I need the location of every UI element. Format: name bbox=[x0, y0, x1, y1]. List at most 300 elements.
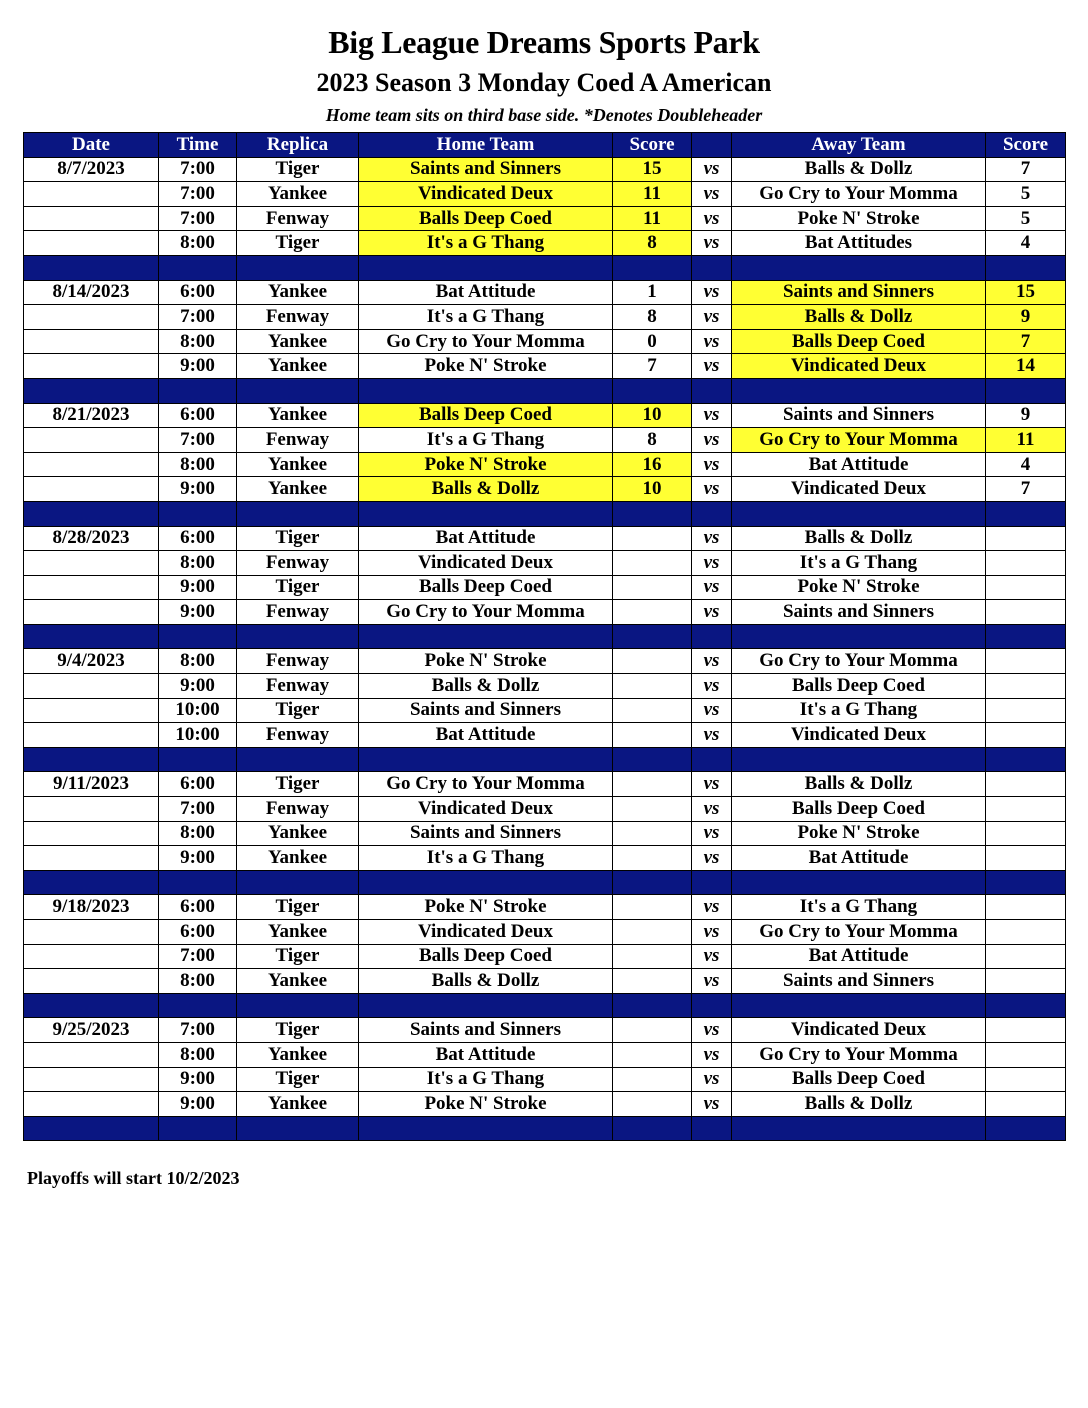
vs-cell: vs bbox=[692, 1067, 732, 1092]
time-cell: 9:00 bbox=[159, 354, 237, 379]
replica-cell: Yankee bbox=[237, 920, 359, 945]
date-cell bbox=[24, 305, 159, 330]
home-score-cell bbox=[613, 1092, 692, 1117]
date-cell bbox=[24, 846, 159, 871]
date-cell bbox=[24, 797, 159, 822]
date-cell bbox=[24, 1067, 159, 1092]
col-header-time: Time bbox=[159, 133, 237, 158]
away-score-cell bbox=[986, 1092, 1066, 1117]
separator-cell bbox=[986, 870, 1066, 895]
away-score-cell: 15 bbox=[986, 280, 1066, 305]
page-subtitle: 2023 Season 3 Monday Coed A American bbox=[316, 68, 772, 97]
replica-cell: Tiger bbox=[237, 575, 359, 600]
home-team-cell: Poke N' Stroke bbox=[359, 452, 613, 477]
date-cell bbox=[24, 674, 159, 699]
separator-cell bbox=[237, 747, 359, 772]
away-team-cell: Bat Attitude bbox=[732, 452, 986, 477]
table-row bbox=[24, 231, 1066, 256]
date-cell bbox=[24, 551, 159, 576]
separator-cell bbox=[24, 624, 159, 649]
replica-cell: Tiger bbox=[237, 231, 359, 256]
home-score-cell: 15 bbox=[613, 157, 692, 182]
separator-cell bbox=[986, 747, 1066, 772]
replica-cell: Fenway bbox=[237, 600, 359, 625]
home-score-cell: 7 bbox=[613, 354, 692, 379]
home-score-cell: 10 bbox=[613, 477, 692, 502]
home-score-cell bbox=[613, 846, 692, 871]
vs-cell: vs bbox=[692, 1042, 732, 1067]
replica-cell: Yankee bbox=[237, 329, 359, 354]
col-header-vs bbox=[692, 133, 732, 158]
home-score-cell: 11 bbox=[613, 182, 692, 207]
home-score-cell bbox=[613, 772, 692, 797]
time-cell: 9:00 bbox=[159, 674, 237, 699]
replica-cell: Tiger bbox=[237, 698, 359, 723]
away-score-cell bbox=[986, 600, 1066, 625]
away-team-cell: Balls & Dollz bbox=[732, 157, 986, 182]
col-header-home-team: Home Team bbox=[359, 133, 613, 158]
separator-cell bbox=[24, 870, 159, 895]
time-cell: 7:00 bbox=[159, 182, 237, 207]
away-team-cell: Go Cry to Your Momma bbox=[732, 1042, 986, 1067]
date-cell bbox=[24, 206, 159, 231]
away-score-cell bbox=[986, 895, 1066, 920]
vs-cell: vs bbox=[692, 329, 732, 354]
home-team-cell: Bat Attitude bbox=[359, 280, 613, 305]
away-score-cell bbox=[986, 551, 1066, 576]
home-team-cell: Balls Deep Coed bbox=[359, 575, 613, 600]
home-score-cell: 8 bbox=[613, 305, 692, 330]
home-team-cell: Saints and Sinners bbox=[359, 698, 613, 723]
replica-cell: Fenway bbox=[237, 797, 359, 822]
time-cell: 8:00 bbox=[159, 452, 237, 477]
vs-cell: vs bbox=[692, 600, 732, 625]
vs-cell: vs bbox=[692, 1092, 732, 1117]
home-team-cell: Go Cry to Your Momma bbox=[359, 329, 613, 354]
time-cell: 7:00 bbox=[159, 428, 237, 453]
away-score-cell bbox=[986, 821, 1066, 846]
time-cell: 6:00 bbox=[159, 526, 237, 551]
separator-cell bbox=[732, 378, 986, 403]
separator-cell bbox=[732, 1116, 986, 1141]
separator-cell bbox=[159, 255, 237, 280]
home-team-cell: Poke N' Stroke bbox=[359, 354, 613, 379]
col-header-away-team: Away Team bbox=[732, 133, 986, 158]
away-score-cell: 5 bbox=[986, 206, 1066, 231]
vs-cell: vs bbox=[692, 551, 732, 576]
time-cell: 10:00 bbox=[159, 723, 237, 748]
time-cell: 6:00 bbox=[159, 895, 237, 920]
away-team-cell: Saints and Sinners bbox=[732, 280, 986, 305]
home-score-cell: 0 bbox=[613, 329, 692, 354]
date-cell bbox=[24, 698, 159, 723]
separator-cell bbox=[159, 747, 237, 772]
table-row bbox=[24, 157, 1066, 182]
home-team-cell: It's a G Thang bbox=[359, 846, 613, 871]
separator-cell bbox=[986, 624, 1066, 649]
replica-cell: Yankee bbox=[237, 1092, 359, 1117]
date-cell bbox=[24, 920, 159, 945]
away-team-cell: Balls & Dollz bbox=[732, 772, 986, 797]
replica-cell: Yankee bbox=[237, 477, 359, 502]
home-team-cell: Go Cry to Your Momma bbox=[359, 600, 613, 625]
vs-cell: vs bbox=[692, 772, 732, 797]
away-score-cell bbox=[986, 526, 1066, 551]
date-cell bbox=[24, 1042, 159, 1067]
separator-cell bbox=[613, 501, 692, 526]
separator-cell bbox=[359, 624, 613, 649]
vs-cell: vs bbox=[692, 231, 732, 256]
away-score-cell bbox=[986, 1018, 1066, 1043]
vs-cell: vs bbox=[692, 280, 732, 305]
separator-cell bbox=[24, 378, 159, 403]
time-cell: 7:00 bbox=[159, 944, 237, 969]
vs-cell: vs bbox=[692, 157, 732, 182]
time-cell: 9:00 bbox=[159, 1092, 237, 1117]
away-team-cell: Balls & Dollz bbox=[732, 1092, 986, 1117]
away-team-cell: Go Cry to Your Momma bbox=[732, 428, 986, 453]
vs-cell: vs bbox=[692, 944, 732, 969]
home-score-cell: 11 bbox=[613, 206, 692, 231]
table-row bbox=[24, 1042, 1066, 1067]
time-cell: 6:00 bbox=[159, 403, 237, 428]
table-row bbox=[24, 354, 1066, 379]
table-row bbox=[24, 428, 1066, 453]
table-row bbox=[24, 1018, 1066, 1043]
away-team-cell: Vindicated Deux bbox=[732, 477, 986, 502]
table-row bbox=[24, 280, 1066, 305]
home-score-cell bbox=[613, 723, 692, 748]
time-cell: 6:00 bbox=[159, 920, 237, 945]
away-team-cell: Go Cry to Your Momma bbox=[732, 182, 986, 207]
date-cell bbox=[24, 354, 159, 379]
away-team-cell: Go Cry to Your Momma bbox=[732, 920, 986, 945]
away-score-cell bbox=[986, 797, 1066, 822]
away-team-cell: Poke N' Stroke bbox=[732, 206, 986, 231]
home-score-cell bbox=[613, 895, 692, 920]
separator-cell bbox=[692, 501, 732, 526]
replica-cell: Yankee bbox=[237, 1042, 359, 1067]
table-row bbox=[24, 944, 1066, 969]
home-team-cell: Bat Attitude bbox=[359, 526, 613, 551]
home-score-cell bbox=[613, 920, 692, 945]
home-score-cell bbox=[613, 1018, 692, 1043]
replica-cell: Tiger bbox=[237, 157, 359, 182]
away-team-cell: It's a G Thang bbox=[732, 895, 986, 920]
week-separator-row bbox=[24, 501, 1066, 526]
separator-cell bbox=[24, 255, 159, 280]
replica-cell: Tiger bbox=[237, 772, 359, 797]
table-row bbox=[24, 698, 1066, 723]
table-row bbox=[24, 452, 1066, 477]
away-team-cell: Saints and Sinners bbox=[732, 403, 986, 428]
separator-cell bbox=[732, 993, 986, 1018]
replica-cell: Fenway bbox=[237, 428, 359, 453]
away-score-cell bbox=[986, 920, 1066, 945]
separator-cell bbox=[732, 501, 986, 526]
home-score-cell bbox=[613, 821, 692, 846]
table-row bbox=[24, 305, 1066, 330]
table-row bbox=[24, 1067, 1066, 1092]
date-cell: 8/28/2023 bbox=[24, 526, 159, 551]
vs-cell: vs bbox=[692, 206, 732, 231]
home-team-cell: It's a G Thang bbox=[359, 1067, 613, 1092]
home-team-cell: Saints and Sinners bbox=[359, 821, 613, 846]
separator-cell bbox=[237, 624, 359, 649]
away-score-cell bbox=[986, 723, 1066, 748]
away-team-cell: Vindicated Deux bbox=[732, 1018, 986, 1043]
replica-cell: Tiger bbox=[237, 895, 359, 920]
table-row bbox=[24, 182, 1066, 207]
home-team-cell: Vindicated Deux bbox=[359, 797, 613, 822]
separator-cell bbox=[24, 993, 159, 1018]
table-row bbox=[24, 969, 1066, 994]
week-separator-row bbox=[24, 870, 1066, 895]
time-cell: 10:00 bbox=[159, 698, 237, 723]
table-row bbox=[24, 403, 1066, 428]
home-score-cell bbox=[613, 575, 692, 600]
vs-cell: vs bbox=[692, 428, 732, 453]
away-team-cell: Go Cry to Your Momma bbox=[732, 649, 986, 674]
separator-cell bbox=[159, 1116, 237, 1141]
date-cell: 8/14/2023 bbox=[24, 280, 159, 305]
separator-cell bbox=[159, 501, 237, 526]
separator-cell bbox=[986, 1116, 1066, 1141]
time-cell: 7:00 bbox=[159, 305, 237, 330]
date-cell bbox=[24, 428, 159, 453]
separator-cell bbox=[237, 378, 359, 403]
replica-cell: Tiger bbox=[237, 944, 359, 969]
replica-cell: Yankee bbox=[237, 969, 359, 994]
separator-cell bbox=[692, 378, 732, 403]
replica-cell: Tiger bbox=[237, 526, 359, 551]
away-team-cell: Poke N' Stroke bbox=[732, 575, 986, 600]
replica-cell: Fenway bbox=[237, 674, 359, 699]
col-header-home-score: Score bbox=[613, 133, 692, 158]
table-row bbox=[24, 674, 1066, 699]
separator-cell bbox=[359, 747, 613, 772]
time-cell: 6:00 bbox=[159, 280, 237, 305]
away-score-cell: 7 bbox=[986, 157, 1066, 182]
away-team-cell: Saints and Sinners bbox=[732, 600, 986, 625]
schedule-note: Home team sits on third base side. *Denotes Doubleheader bbox=[325, 105, 763, 125]
separator-cell bbox=[359, 501, 613, 526]
home-score-cell bbox=[613, 649, 692, 674]
away-score-cell bbox=[986, 1042, 1066, 1067]
separator-cell bbox=[613, 993, 692, 1018]
away-team-cell: Bat Attitude bbox=[732, 846, 986, 871]
vs-cell: vs bbox=[692, 846, 732, 871]
away-score-cell bbox=[986, 969, 1066, 994]
table-row bbox=[24, 551, 1066, 576]
away-team-cell: It's a G Thang bbox=[732, 551, 986, 576]
home-team-cell: Vindicated Deux bbox=[359, 920, 613, 945]
separator-cell bbox=[237, 501, 359, 526]
date-cell bbox=[24, 477, 159, 502]
time-cell: 6:00 bbox=[159, 772, 237, 797]
date-cell: 9/4/2023 bbox=[24, 649, 159, 674]
away-team-cell: Balls Deep Coed bbox=[732, 329, 986, 354]
time-cell: 9:00 bbox=[159, 575, 237, 600]
date-cell bbox=[24, 575, 159, 600]
separator-cell bbox=[986, 993, 1066, 1018]
home-score-cell bbox=[613, 969, 692, 994]
time-cell: 9:00 bbox=[159, 477, 237, 502]
away-score-cell bbox=[986, 1067, 1066, 1092]
vs-cell: vs bbox=[692, 182, 732, 207]
vs-cell: vs bbox=[692, 723, 732, 748]
date-cell bbox=[24, 231, 159, 256]
time-cell: 7:00 bbox=[159, 1018, 237, 1043]
separator-cell bbox=[237, 255, 359, 280]
table-row bbox=[24, 723, 1066, 748]
table-row bbox=[24, 649, 1066, 674]
date-cell bbox=[24, 329, 159, 354]
schedule-body bbox=[24, 157, 1066, 1141]
away-team-cell: Poke N' Stroke bbox=[732, 821, 986, 846]
away-score-cell: 11 bbox=[986, 428, 1066, 453]
date-cell bbox=[24, 723, 159, 748]
playoffs-note: Playoffs will start 10/2/2023 bbox=[27, 1168, 240, 1188]
separator-cell bbox=[692, 624, 732, 649]
separator-cell bbox=[986, 255, 1066, 280]
time-cell: 8:00 bbox=[159, 821, 237, 846]
home-score-cell bbox=[613, 1067, 692, 1092]
time-cell: 9:00 bbox=[159, 846, 237, 871]
separator-cell bbox=[986, 378, 1066, 403]
col-header-replica: Replica bbox=[237, 133, 359, 158]
replica-cell: Yankee bbox=[237, 182, 359, 207]
replica-cell: Fenway bbox=[237, 723, 359, 748]
away-team-cell: Balls & Dollz bbox=[732, 526, 986, 551]
replica-cell: Yankee bbox=[237, 403, 359, 428]
away-score-cell bbox=[986, 674, 1066, 699]
table-row bbox=[24, 772, 1066, 797]
away-team-cell: Vindicated Deux bbox=[732, 354, 986, 379]
home-team-cell: Balls & Dollz bbox=[359, 969, 613, 994]
table-row bbox=[24, 797, 1066, 822]
separator-cell bbox=[732, 624, 986, 649]
separator-cell bbox=[24, 747, 159, 772]
date-cell: 8/21/2023 bbox=[24, 403, 159, 428]
home-team-cell: Vindicated Deux bbox=[359, 551, 613, 576]
away-score-cell: 5 bbox=[986, 182, 1066, 207]
week-separator-row bbox=[24, 993, 1066, 1018]
away-score-cell bbox=[986, 772, 1066, 797]
table-row bbox=[24, 329, 1066, 354]
separator-cell bbox=[692, 870, 732, 895]
away-team-cell: Vindicated Deux bbox=[732, 723, 986, 748]
replica-cell: Yankee bbox=[237, 354, 359, 379]
vs-cell: vs bbox=[692, 403, 732, 428]
separator-cell bbox=[692, 747, 732, 772]
home-team-cell: Balls & Dollz bbox=[359, 674, 613, 699]
separator-cell bbox=[159, 870, 237, 895]
date-cell bbox=[24, 1092, 159, 1117]
home-team-cell: Balls & Dollz bbox=[359, 477, 613, 502]
away-team-cell: Balls Deep Coed bbox=[732, 1067, 986, 1092]
away-score-cell: 7 bbox=[986, 329, 1066, 354]
away-score-cell: 4 bbox=[986, 231, 1066, 256]
separator-cell bbox=[359, 378, 613, 403]
vs-cell: vs bbox=[692, 797, 732, 822]
separator-cell bbox=[732, 255, 986, 280]
home-score-cell bbox=[613, 526, 692, 551]
replica-cell: Yankee bbox=[237, 846, 359, 871]
vs-cell: vs bbox=[692, 674, 732, 699]
date-cell: 9/11/2023 bbox=[24, 772, 159, 797]
separator-cell bbox=[24, 501, 159, 526]
home-team-cell: Balls Deep Coed bbox=[359, 206, 613, 231]
table-row bbox=[24, 206, 1066, 231]
away-score-cell bbox=[986, 846, 1066, 871]
time-cell: 8:00 bbox=[159, 1042, 237, 1067]
away-score-cell: 9 bbox=[986, 305, 1066, 330]
away-team-cell: Bat Attitudes bbox=[732, 231, 986, 256]
away-team-cell: Bat Attitude bbox=[732, 944, 986, 969]
table-row bbox=[24, 920, 1066, 945]
separator-cell bbox=[237, 993, 359, 1018]
separator-cell bbox=[613, 870, 692, 895]
table-row bbox=[24, 477, 1066, 502]
home-score-cell bbox=[613, 698, 692, 723]
table-row bbox=[24, 600, 1066, 625]
home-team-cell: Poke N' Stroke bbox=[359, 1092, 613, 1117]
vs-cell: vs bbox=[692, 698, 732, 723]
separator-cell bbox=[359, 870, 613, 895]
home-team-cell: Poke N' Stroke bbox=[359, 895, 613, 920]
table-row bbox=[24, 1092, 1066, 1117]
table-row bbox=[24, 846, 1066, 871]
time-cell: 8:00 bbox=[159, 231, 237, 256]
away-score-cell: 4 bbox=[986, 452, 1066, 477]
vs-cell: vs bbox=[692, 575, 732, 600]
time-cell: 8:00 bbox=[159, 649, 237, 674]
replica-cell: Fenway bbox=[237, 305, 359, 330]
vs-cell: vs bbox=[692, 895, 732, 920]
time-cell: 9:00 bbox=[159, 600, 237, 625]
home-team-cell: Bat Attitude bbox=[359, 1042, 613, 1067]
table-header-row bbox=[24, 133, 1066, 158]
home-score-cell bbox=[613, 944, 692, 969]
separator-cell bbox=[692, 255, 732, 280]
time-cell: 9:00 bbox=[159, 1067, 237, 1092]
separator-cell bbox=[237, 1116, 359, 1141]
home-team-cell: Balls Deep Coed bbox=[359, 944, 613, 969]
home-score-cell bbox=[613, 600, 692, 625]
vs-cell: vs bbox=[692, 1018, 732, 1043]
week-separator-row bbox=[24, 378, 1066, 403]
time-cell: 7:00 bbox=[159, 797, 237, 822]
home-score-cell: 10 bbox=[613, 403, 692, 428]
home-team-cell: It's a G Thang bbox=[359, 428, 613, 453]
separator-cell bbox=[732, 747, 986, 772]
table-row bbox=[24, 895, 1066, 920]
time-cell: 7:00 bbox=[159, 206, 237, 231]
date-cell bbox=[24, 600, 159, 625]
home-score-cell: 8 bbox=[613, 428, 692, 453]
time-cell: 8:00 bbox=[159, 329, 237, 354]
home-team-cell: It's a G Thang bbox=[359, 305, 613, 330]
table-row bbox=[24, 526, 1066, 551]
away-score-cell bbox=[986, 649, 1066, 674]
separator-cell bbox=[359, 255, 613, 280]
separator-cell bbox=[732, 870, 986, 895]
replica-cell: Yankee bbox=[237, 821, 359, 846]
home-team-cell: Balls Deep Coed bbox=[359, 403, 613, 428]
separator-cell bbox=[237, 870, 359, 895]
home-score-cell: 1 bbox=[613, 280, 692, 305]
